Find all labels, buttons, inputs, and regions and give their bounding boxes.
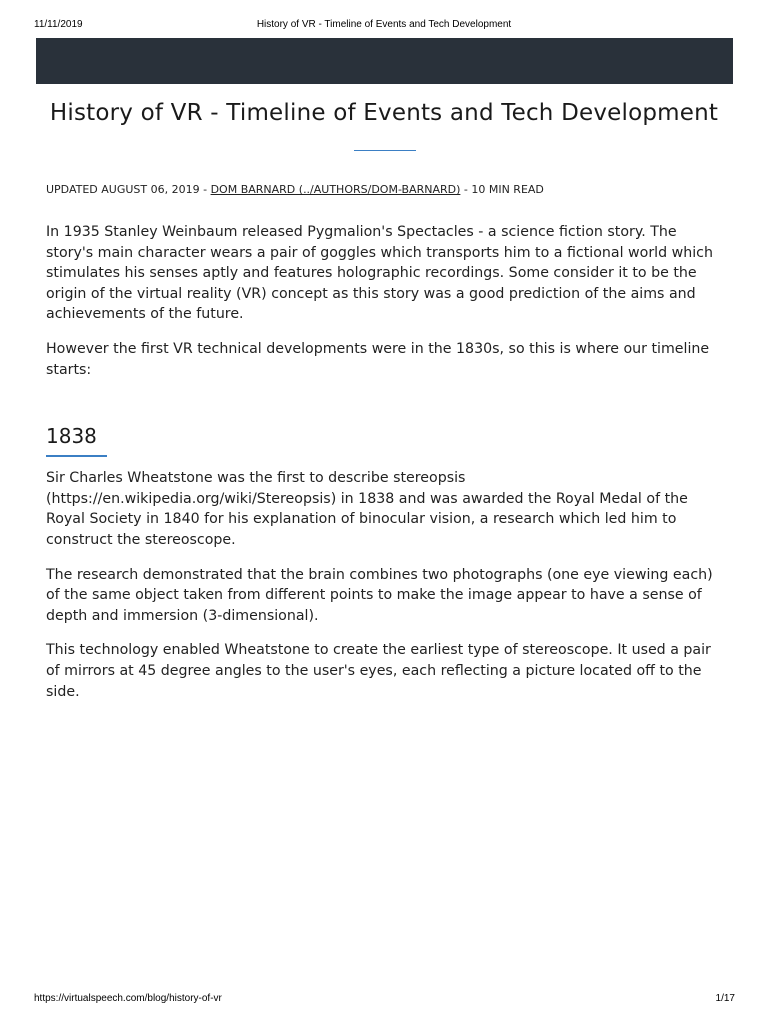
article-body [46, 222, 726, 716]
print-url: https://virtualspeech.com/blog/history-of-vr [34, 993, 222, 1004]
read-time: - 10 MIN READ [460, 183, 544, 196]
author-link[interactable]: DOM BARNARD (../AUTHORS/DOM-BARNARD) [210, 183, 461, 196]
print-page-number: 1/17 [715, 993, 735, 1004]
page-title: History of VR - Timeline of Events and Tech Development [49, 100, 719, 126]
print-header [0, 0, 768, 30]
section-paragraph: This technology enabled Wheatstone to create the earliest type of stereoscope. It used a pair of mirrors at 45 degree angles to the user's eyes, each reflecting a picture located off to the side. [46, 642, 711, 700]
section-year-heading: 1838 [46, 424, 97, 449]
section-paragraph: The research demonstrated that the brain combines two photographs (one eye viewing each) of the same object taken from different points to make the image appear to have a sense of depth and immersion (3-dimensional). [46, 566, 713, 624]
print-date: 11/11/2019 [34, 19, 83, 30]
intro-paragraph: However the first VR technical developments were in the 1830s, so this is where our timeline starts: [46, 340, 710, 378]
updated-date: UPDATED AUGUST 06, 2019 - [46, 183, 211, 196]
section-year-underline [46, 455, 107, 457]
intro-paragraph: In 1935 Stanley Weinbaum released Pygmalion's Spectacles - a science fiction story. The story's main character wears a pair of goggles which transports him to a fictional world which stimulates his senses aptly and features holographic recordings. Some consider it to be the origin of the virtual reality (VR) concept as this story was a good prediction of the aims and achievements of the future. [46, 224, 713, 323]
title-underline [354, 150, 416, 151]
site-navbar [36, 38, 733, 84]
print-title: History of VR - Timeline of Events and Tech Development [256, 19, 512, 30]
section-paragraph: Sir Charles Wheatstone was the first to describe stereopsis (https://en.wikipedia.org/wiki/Stereopsis) in 1838 and was awarded the Royal Medal of the Royal Society in 1840 for his explanation of binocular vision, a research which led him to construct the stereoscope. [46, 470, 688, 548]
article-meta [46, 183, 544, 196]
